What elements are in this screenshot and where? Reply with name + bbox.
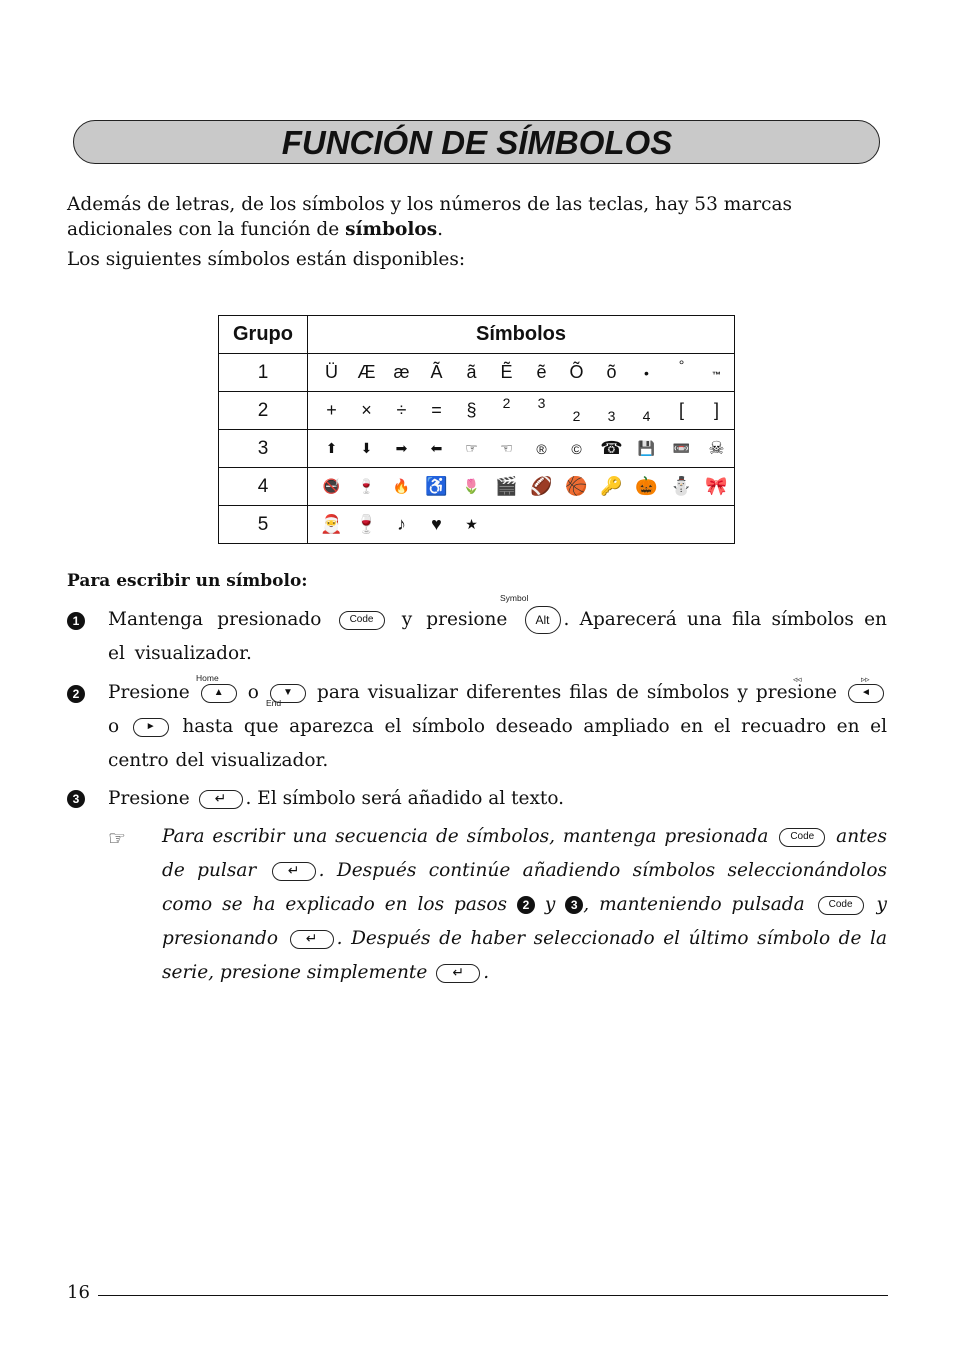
step-number: 1 — [67, 612, 85, 630]
santa-icon: 🎅 — [320, 514, 343, 534]
note-paragraph — [162, 820, 887, 990]
no-smoking-icon: 🚭 — [322, 478, 341, 494]
wine-glass-icon: 🍷 — [355, 514, 378, 534]
enter-key: ↵ — [436, 964, 480, 983]
group-number: 2 — [219, 392, 308, 430]
intro-line2: Los siguientes símbolos están disponibles: — [67, 249, 466, 270]
forward-key-label: ▹▹ — [861, 674, 870, 684]
symbol-cell — [308, 430, 735, 468]
key-icon: 🔑 — [600, 476, 623, 496]
registered-icon: ® — [536, 440, 547, 457]
telephone-icon: ☎ — [600, 438, 623, 458]
glass-icon: 🍷 — [357, 478, 376, 494]
step-text: hasta que aparezca el símbolo deseado ampliado en el recuadro en el centro del visualizador. — [108, 716, 887, 771]
group-number: 3 — [219, 430, 308, 468]
copyright-icon: © — [571, 440, 582, 457]
table-row — [219, 430, 735, 468]
howto-heading: Para escribir un símbolo: — [67, 571, 308, 591]
star-icon: ★ — [465, 516, 478, 532]
step-text: o — [108, 716, 120, 737]
note-text: antes de pulsar — [162, 826, 887, 881]
group-number: 1 — [219, 354, 308, 392]
symbols-table — [218, 315, 735, 544]
note-text: . — [483, 962, 490, 983]
end-key-label: End — [266, 698, 282, 708]
code-key: Code — [818, 896, 864, 915]
page-number: 16 — [67, 1282, 90, 1303]
alt-key: Alt — [525, 606, 561, 634]
symbol: æ — [393, 362, 410, 382]
music-note-icon: ♪ — [397, 514, 406, 534]
symbol-cell — [308, 468, 735, 506]
symbol: Õ — [569, 362, 584, 382]
symbol-key-label: Symbol — [500, 593, 529, 603]
skull-icon: ☠ — [708, 438, 725, 458]
note-text: . Después de haber seleccionado el último símbolo de la serie, presione simplemente — [162, 928, 887, 983]
fire-icon: 🔥 — [392, 478, 411, 494]
pointing-hand-icon: ☞ — [465, 440, 478, 456]
symbol: 4 — [642, 407, 651, 424]
step-text: Presione — [108, 788, 190, 809]
symbol: ™ — [712, 369, 721, 380]
table-row — [219, 468, 735, 506]
intro-paragraph — [67, 192, 887, 242]
arrow-down-icon: ⬇ — [360, 440, 373, 456]
symbol: § — [466, 400, 477, 420]
symbol: ẽ — [536, 362, 547, 382]
left-arrow-key: ◄ — [848, 684, 884, 703]
symbol: Ẽ — [500, 362, 513, 382]
pointing-hand-left-icon: ☜ — [500, 440, 513, 456]
snowman-icon: ⛄ — [670, 476, 693, 496]
note-text: Para escribir una secuencia de símbolos, mantenga presionada — [162, 826, 769, 847]
symbol: 3 — [537, 394, 546, 411]
up-arrow-key: ▲ — [201, 684, 237, 703]
step-text: . El símbolo será añadido al texto. — [245, 788, 565, 809]
down-arrow-key: ▼ — [270, 684, 306, 703]
step-text: o — [247, 682, 259, 703]
pumpkin-icon: 🎃 — [635, 476, 658, 496]
code-key: Code — [779, 828, 825, 847]
note-text: y — [544, 894, 556, 915]
right-arrow-key: ► — [133, 718, 169, 737]
step-text: para visualizar diferentes filas de símbolos y presione — [316, 682, 837, 703]
step-text: Mantenga presionado — [108, 609, 322, 630]
arrow-up-icon: ⬆ — [325, 440, 338, 456]
clapperboard-icon: 🎬 — [495, 476, 518, 496]
enter-key: ↵ — [199, 790, 243, 809]
arrow-left-icon: ⬅ — [430, 440, 443, 456]
symbol-cell — [308, 354, 735, 392]
symbol: 2 — [502, 394, 511, 411]
symbol: ÷ — [396, 400, 407, 420]
ribbon-icon: 🎀 — [705, 476, 728, 496]
step-2 — [108, 676, 887, 778]
symbol-cell — [308, 392, 735, 430]
symbol: • — [644, 364, 649, 381]
page-title: FUNCIÓN DE SÍMBOLOS — [281, 124, 673, 161]
table-row — [219, 392, 735, 430]
step-1 — [108, 603, 887, 671]
step-number: 3 — [67, 790, 85, 808]
table-row — [219, 354, 735, 392]
code-key: Code — [339, 611, 385, 630]
arrow-right-icon: ➡ — [395, 440, 408, 456]
note-text: y presionando — [162, 894, 887, 949]
symbol: 3 — [607, 407, 616, 424]
note-text: . Después continúe añadiendo símbolos seleccionándolos como se ha explicado en los pasos — [162, 860, 887, 915]
symbol: Æ — [357, 362, 376, 382]
symbol: × — [361, 400, 372, 420]
symbol: ° — [678, 356, 685, 373]
intro-text: Además de letras, de los símbolos y los números de las teclas, hay 53 marcas adicionales con la función de — [67, 194, 793, 240]
group-number: 5 — [219, 506, 308, 544]
symbol: + — [326, 400, 337, 420]
table-row — [219, 506, 735, 544]
symbol: ã — [466, 362, 477, 382]
heart-icon: ♥ — [431, 514, 442, 534]
cassette-icon: 📼 — [672, 440, 691, 456]
step-text: Presione — [108, 682, 190, 703]
symbol: = — [431, 400, 442, 420]
symbol: ] — [713, 400, 719, 420]
table-header-row — [219, 316, 735, 354]
step-number: 2 — [67, 685, 85, 703]
symbol: õ — [606, 362, 617, 382]
step-ref: 3 — [565, 896, 583, 914]
intro-bold-term: símbolos — [345, 219, 438, 240]
symbol: [ — [678, 400, 684, 420]
header-group: Grupo — [219, 316, 308, 354]
pointing-hand-icon: ☞ — [108, 826, 126, 850]
symbol: 2 — [572, 407, 581, 424]
enter-key: ↵ — [290, 930, 334, 949]
symbol-cell — [308, 506, 735, 544]
symbol: Ü — [325, 362, 338, 382]
football-icon: 🏈 — [530, 476, 553, 496]
footer-rule — [98, 1295, 888, 1296]
step-3 — [108, 782, 887, 816]
note-text: , manteniendo pulsada — [583, 894, 805, 915]
wheelchair-icon: ♿ — [425, 476, 448, 496]
step-text: y presione — [401, 609, 508, 630]
basketball-icon: 🏀 — [565, 476, 588, 496]
group-number: 4 — [219, 468, 308, 506]
intro-end: . — [437, 219, 444, 240]
header-symbols: Símbolos — [308, 316, 735, 354]
step-text: . Aparecerá una fila símbolos en el visualizador. — [108, 609, 887, 664]
home-key-label: Home — [196, 673, 219, 683]
flower-icon: 🌷 — [462, 478, 481, 494]
floppy-disk-icon: 💾 — [637, 440, 656, 456]
symbol: Ã — [430, 362, 443, 382]
rewind-key-label: ◃◃ — [793, 674, 802, 684]
enter-key: ↵ — [272, 862, 316, 881]
step-ref: 2 — [517, 896, 535, 914]
